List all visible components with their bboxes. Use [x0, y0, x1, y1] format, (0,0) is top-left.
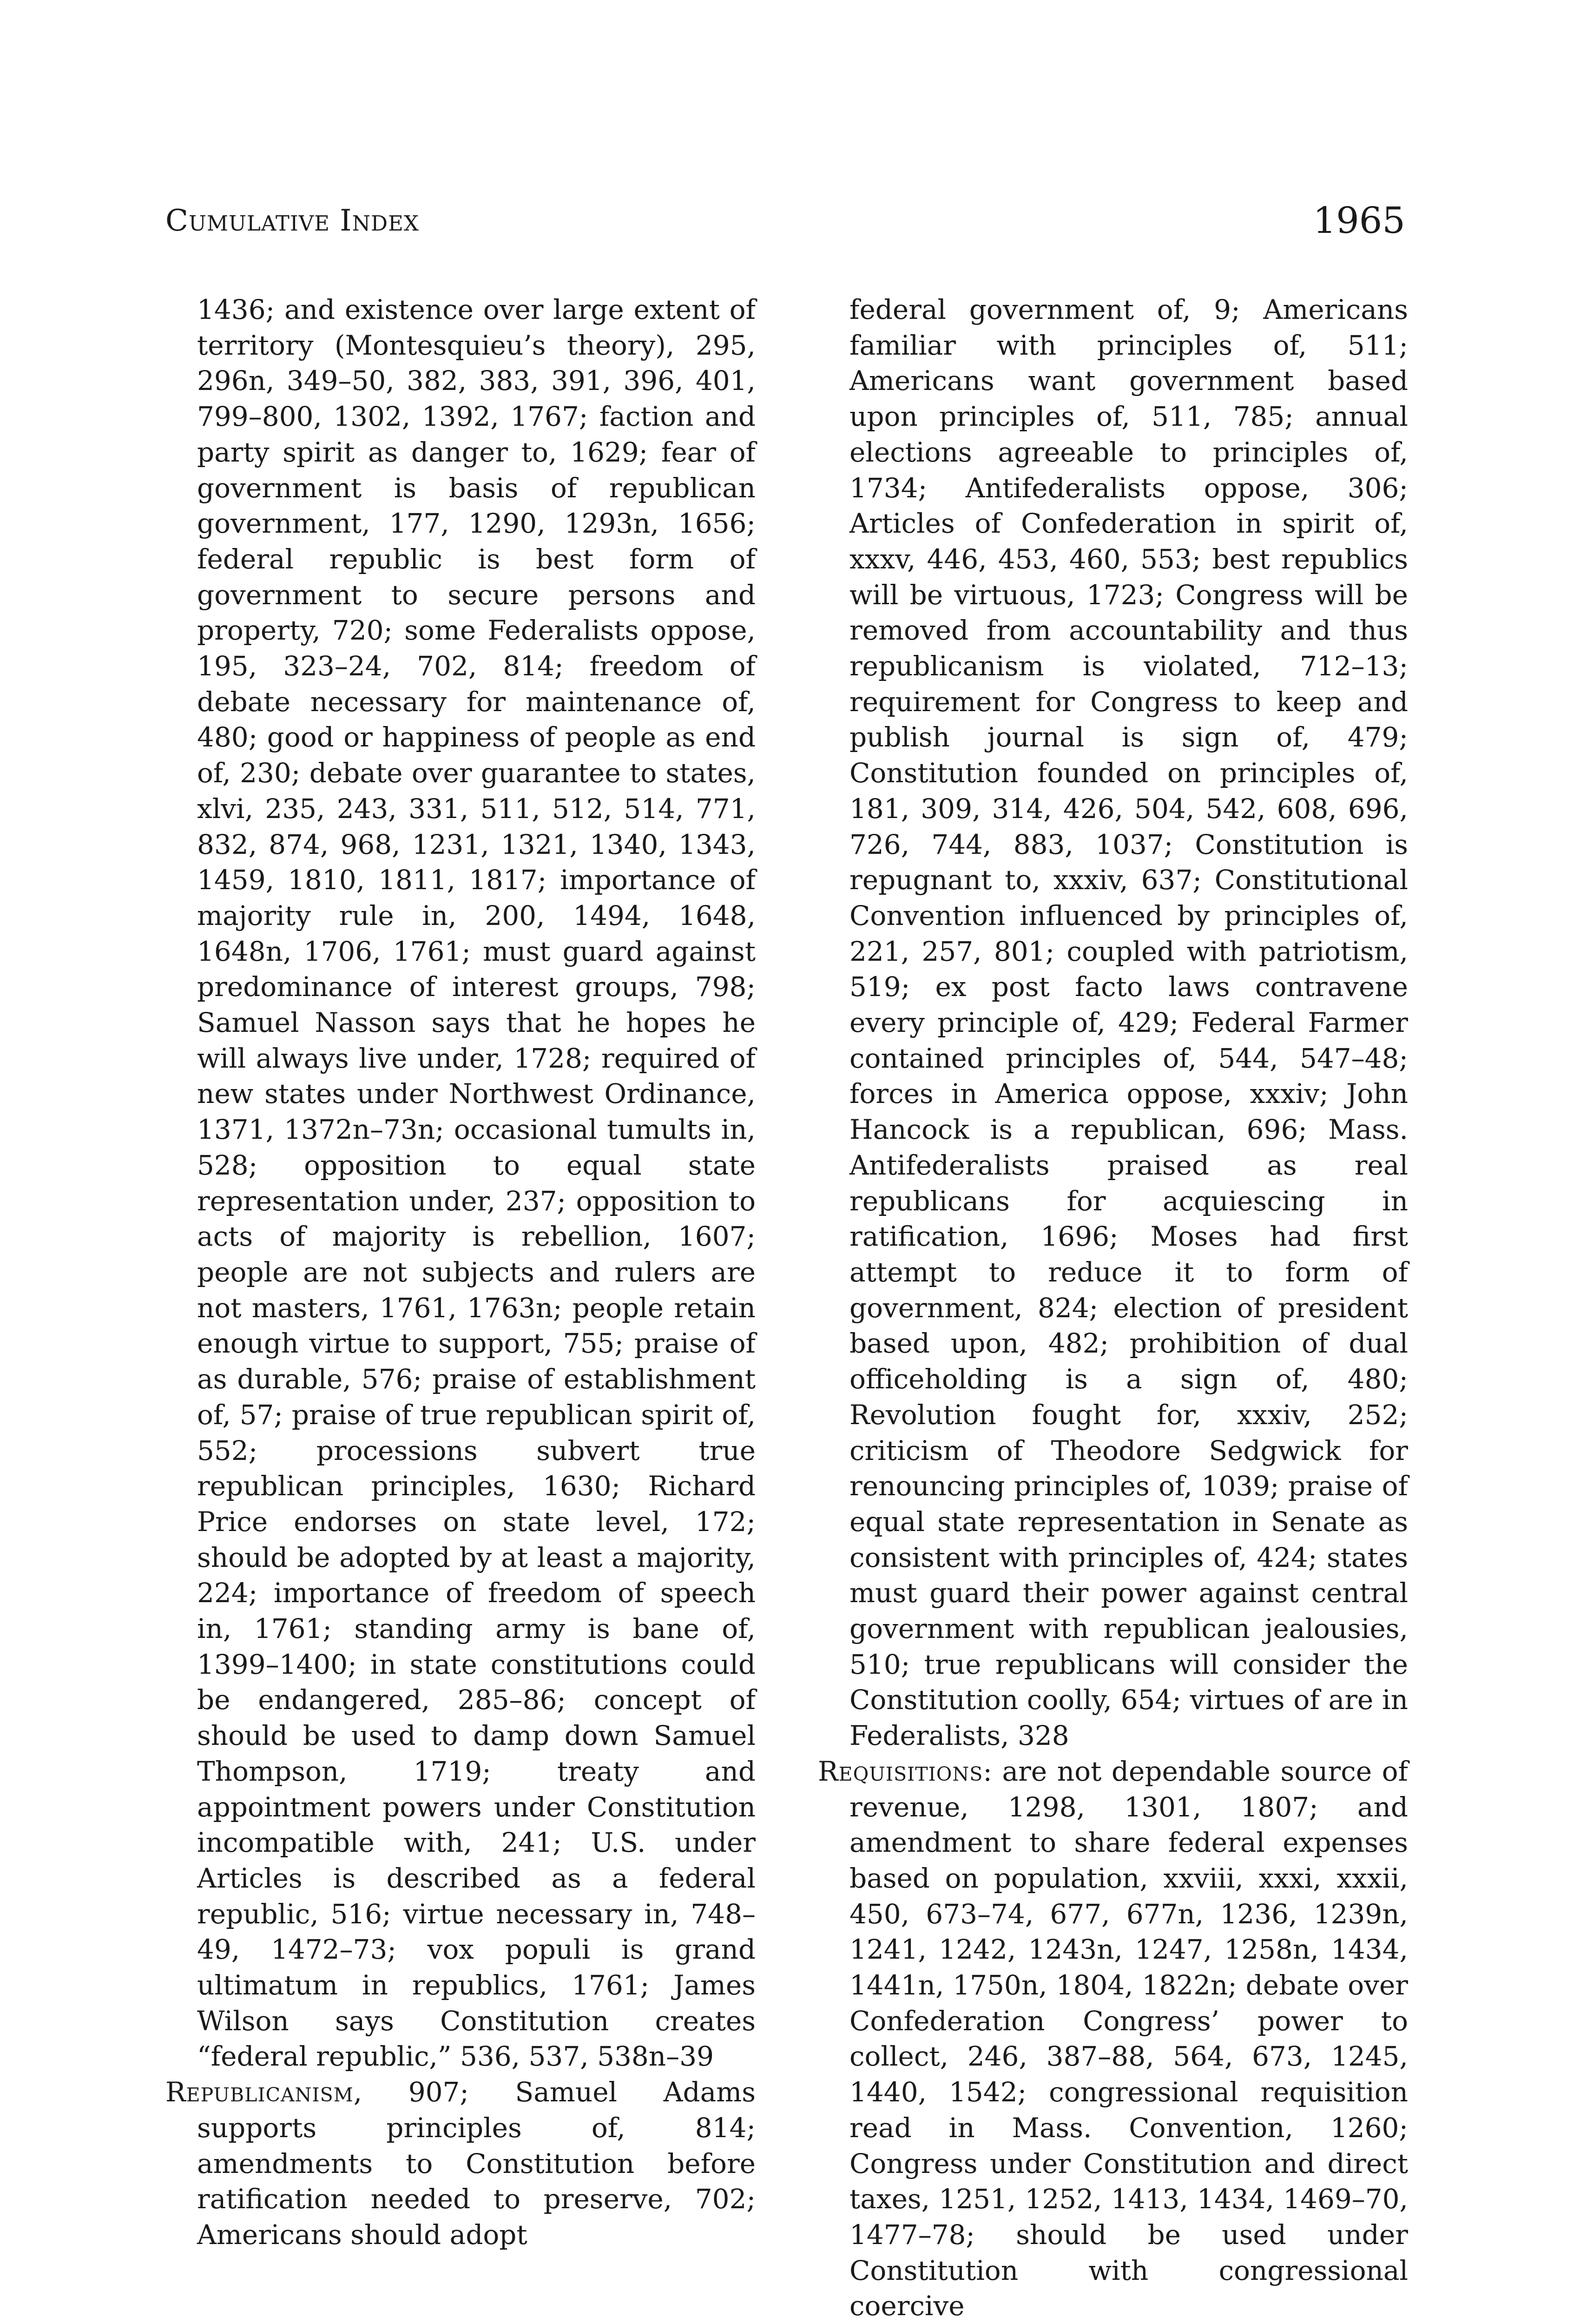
requisitions-entry-text: : are not dependable source of revenue, 1298, 1301, 1807; and amendment to share federal expenses based on population, xxviii, xxxi, xxxii, 450, 673–74, 677, 677n, 1236, 1239n, 1241, 1242, 1243n, 1247, 1258n, 1434, 1441n, 1750n, 1804, 1822n; debate over Confederation Congress’ power to collect, 246, 387–88, 564, 673, 1245, 1440, 1542; congressional requisition read in Mass. Convention, 1260; Congress under Constitution and direct taxes, 1251, 1252, 1413, 1434, 1469–70, 1477–78; should be used under Constitution with congressional coercive	[849, 1755, 1408, 2322]
republicanism-entry-text: , 907; Samuel Adams supports principles of, 814; amendments to Constitution before ratification needed to preserve, 702; Americans should adopt	[197, 2076, 756, 2251]
running-head: Cumulative Index	[165, 204, 419, 238]
republic-entry-continuation: 1436; and existence over large extent of territory (Montesquieu’s theory), 295, 296n, 349–50, 382, 383, 391, 396, 401, 799–800, 1302, 1392, 1767; faction and party spirit as danger to, 1629; fear of government is basis of republican government, 177, 1290, 1293n, 1656; federal republic is best form of government to secure persons and property, 720; some Federalists oppose, 195, 323–24, 702, 814; freedom of debate necessary for maintenance of, 480; good or happiness of people as end of, 230; debate over guarantee to states, xlvi, 235, 243, 331, 511, 512, 514, 771, 832, 874, 968, 1231, 1321, 1340, 1343, 1459, 1810, 1811, 1817; importance of majority rule in, 200, 1494, 1648, 1648n, 1706, 1761; must guard against predominance of interest groups, 798; Samuel Nasson says that he hopes he will always live under, 1728; required of new states under Northwest Ordinance, 1371, 1372n–73n; occasional tumults in, 528; opposition to equal state representation under, 237; opposition to acts of majority is rebellion, 1607; people are not subjects and rulers are not masters, 1761, 1763n; people retain enough virtue to support, 755; praise of as durable, 576; praise of establishment of, 57; praise of true republican spirit of, 552; processions subvert true republican principles, 1630; Richard Price endorses on state level, 172; should be adopted by at least a majority, 224; importance of freedom of speech in, 1761; standing army is bane of, 1399–1400; in state constitutions could be endangered, 285–86; concept of should be used to damp down Samuel Thompson, 1719; treaty and appointment powers under Constitution incompatible with, 241; U.S. under Articles is described as a federal republic, 516; virtue necessary in, 748–49, 1472–73; vox populi is grand ultimatum in republics, 1761; James Wilson says Constitution creates “federal republic,” 536, 537, 538n–39	[197, 294, 756, 2073]
republicanism-entry	[165, 2074, 756, 2253]
page-header	[165, 200, 1405, 255]
page-number: 1965	[1313, 200, 1405, 242]
right-column	[818, 292, 1408, 2324]
republicanism-headword: Republicanism	[165, 2076, 354, 2108]
requisitions-headword: Requisitions	[818, 1755, 983, 1787]
requisitions-entry	[818, 1754, 1408, 2324]
republicanism-entry-continuation: federal government of, 9; Americans familiar with principles of, 511; Americans want government based upon principles of, 511, 785; annual elections agreeable to principles of, 1734; Antifederalists oppose, 306; Articles of Confederation in spirit of, xxxv, 446, 453, 460, 553; best republics will be virtuous, 1723; Congress will be removed from accountability and thus republicanism is violated, 712–13; requirement for Congress to keep and publish journal is sign of, 479; Constitution founded on principles of, 181, 309, 314, 426, 504, 542, 608, 696, 726, 744, 883, 1037; Constitution is repugnant to, xxxiv, 637; Constitutional Convention influenced by principles of, 221, 257, 801; coupled with patriotism, 519; ex post facto laws contravene every principle of, 429; Federal Farmer contained principles of, 544, 547–48; forces in America oppose, xxxiv; John Hancock is a republican, 696; Mass. Antifederalists praised as real republicans for acquiescing in ratification, 1696; Moses had first attempt to reduce it to form of government, 824; election of president based upon, 482; prohibition of dual officeholding is a sign of, 480; Revolution fought for, xxxiv, 252; criticism of Theodore Sedgwick for renouncing principles of, 1039; praise of equal state representation in Senate as consistent with principles of, 424; states must guard their power against central government with republican jealousies, 510; true republicans will consider the Constitution coolly, 654; virtues of are in Federalists, 328	[849, 294, 1408, 1752]
left-column	[165, 292, 756, 2253]
